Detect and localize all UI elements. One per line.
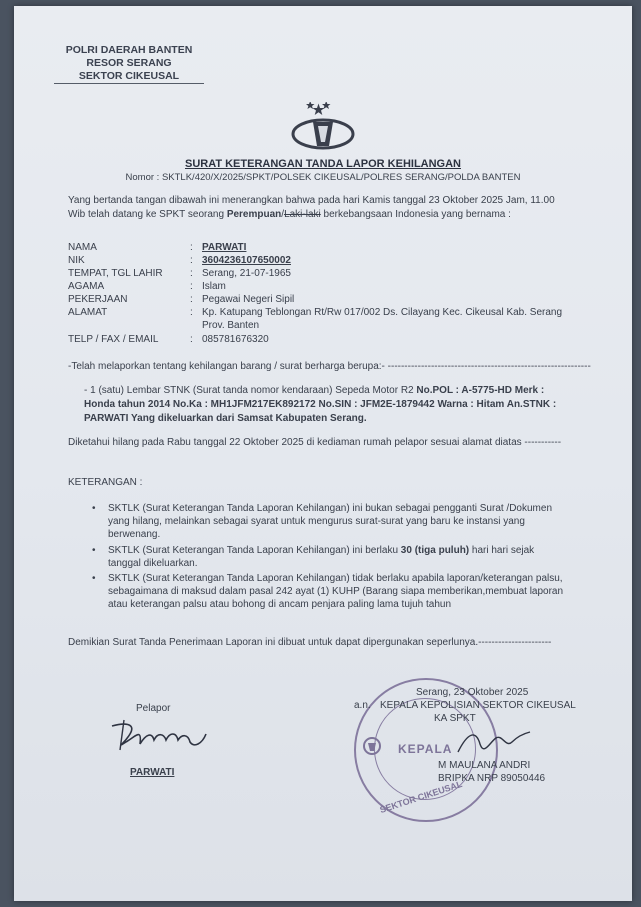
identity-value-pekerjaan: Pegawai Negeri Sipil bbox=[202, 294, 295, 305]
lost-item-line-3: PARWATI Yang dikeluarkan dari Samsat Kabupaten Serang. bbox=[84, 413, 367, 424]
identity-value-alamat-cont: Prov. Banten bbox=[202, 320, 260, 331]
identity-label-telp: TELP / FAX / EMAIL bbox=[68, 334, 159, 345]
officer-rank: BRIPKA NRP 89050446 bbox=[438, 773, 546, 784]
lost-item-line-2: Honda tahun 2014 No.Ka : MH1JFM217EK892172 No.SIN : JFM2E-1879442 Warna : Hitam An.STNK : bbox=[84, 399, 557, 410]
note-item: • SKTLK (Surat Keterangan Tanda Laporan Kehilangan) tidak berlaku apabila laporan/keterangan palsu, sebagaimana di maksud dalam pasal 242 ayat (1) KUHP (Barang siapa memberikan,membuat laporan atau keterangan palsu atau bohong di ancam penjara paling lama tujuh tahun bbox=[92, 573, 564, 610]
identity-colon: : bbox=[190, 334, 193, 345]
identity-colon: : bbox=[190, 281, 193, 292]
identity-value-telp: 085781676320 bbox=[202, 334, 269, 345]
intro-line-2: Wib telah datang ke SPKT seorang Perempuan/Laki-laki berkebangsaan Indonesia yang bernama : bbox=[68, 209, 511, 220]
reported-statement: -Telah melaporkan tentang kehilangan barang / surat berharga berupa:- ------------------------------------------------------------- bbox=[68, 361, 591, 372]
document-page bbox=[14, 6, 632, 901]
gender-female: Perempuan bbox=[226, 209, 282, 220]
lost-item-line-1: - 1 (satu) Lembar STNK (Surat tanda nomor kendaraan) Sepeda Motor R2 No.POL : A-5775-HD Merk : bbox=[84, 385, 545, 396]
identity-label-nik: NIK bbox=[68, 255, 85, 266]
identity-colon: : bbox=[190, 242, 193, 253]
identity-value-alamat: Kp. Katupang Teblongan Rt/Rw 017/002 Ds. Cilayang Kec. Cikeusal Kab. Serang bbox=[202, 307, 563, 318]
note-item: • SKTLK (Surat Keterangan Tanda Laporan Kehilangan) ini bukan sebagai pengganti Surat /Dokumen yang hilang, melainkan sebagai syarat untuk mengurus surat-surat yang baru ke instansi yang berwenang. bbox=[92, 503, 553, 540]
note-item: • SKTLK (Surat Keterangan Tanda Laporan Kehilangan) ini berlaku 30 (tiga puluh) hari hari sejak tanggal dikeluarkan. bbox=[92, 545, 535, 569]
closing-statement: Demikian Surat Tanda Penerimaan Laporan ini dibuat untuk dapat dipergunakan seperlunya.---------------------- bbox=[68, 637, 552, 648]
bullet-icon: • bbox=[92, 573, 96, 584]
officer-name: M MAULANA ANDRI bbox=[438, 760, 531, 771]
lost-date-statement: Diketahui hilang pada Rabu tanggal 22 Oktober 2025 di kediaman rumah pelapor sesuai alamat diatas ----------- bbox=[68, 437, 562, 448]
identity-value-nama: PARWATI bbox=[202, 242, 247, 253]
place-date: Serang, 23 Oktober 2025 bbox=[416, 687, 529, 698]
gender-male-struck: Laki-laki bbox=[284, 209, 321, 220]
bullet-icon: • bbox=[92, 545, 96, 556]
identity-value-ttl: Serang, 21-07-1965 bbox=[202, 268, 291, 279]
identity-value-agama: Islam bbox=[202, 281, 226, 292]
identity-label-alamat: ALAMAT bbox=[68, 307, 108, 318]
intro-line-1: Yang bertanda tangan dibawah ini menerangkan bahwa pada hari Kamis tanggal 23 Oktober 2025 Jam, 11.00 bbox=[68, 195, 555, 206]
identity-colon: : bbox=[190, 255, 193, 266]
identity-label-agama: AGAMA bbox=[68, 281, 105, 292]
official-stamp: KEPALA SEKTOR CIKEUSAL bbox=[354, 678, 498, 822]
office-title: KEPALA KEPOLISIAN SEKTOR CIKEUSAL bbox=[380, 700, 576, 711]
reporter-role: Pelapor bbox=[136, 703, 171, 714]
intro-paragraph bbox=[68, 194, 608, 222]
document-number: Nomor : SKTLK/420/X/2025/SPKT/POLSEK CIKEUSAL/POLRES SERANG/POLDA BANTEN bbox=[125, 172, 521, 183]
police-emblem-icon bbox=[291, 102, 355, 152]
letterhead-resor: RESOR SERANG bbox=[86, 57, 172, 69]
reporter-name: PARWATI bbox=[130, 767, 175, 778]
letterhead bbox=[54, 44, 204, 84]
lost-item-description bbox=[84, 384, 604, 426]
keterangan-heading: KETERANGAN : bbox=[68, 477, 143, 488]
reporter-signature-icon bbox=[106, 714, 216, 760]
document-title: SURAT KETERANGAN TANDA LAPOR KEHILANGAN bbox=[184, 158, 461, 170]
identity-value-nik: 3604236107650002 bbox=[202, 255, 291, 266]
officer-signature-icon bbox=[454, 722, 534, 762]
bullet-icon: • bbox=[92, 503, 96, 514]
letterhead-polda: POLRI DAERAH BANTEN bbox=[65, 44, 193, 56]
letterhead-sektor: SEKTOR CIKEUSAL bbox=[54, 70, 204, 84]
identity-label-pekerjaan: PEKERJAAN bbox=[68, 294, 128, 305]
identity-colon: : bbox=[190, 294, 193, 305]
ka-spkt: KA SPKT bbox=[434, 713, 476, 724]
an-prefix: a.n. bbox=[354, 700, 371, 711]
identity-label-ttl: TEMPAT, TGL LAHIR bbox=[68, 268, 163, 279]
identity-label-nama: NAMA bbox=[68, 242, 97, 253]
identity-colon: : bbox=[190, 268, 193, 279]
stamp-emblem-icon bbox=[362, 736, 382, 756]
identity-colon: : bbox=[190, 307, 193, 318]
